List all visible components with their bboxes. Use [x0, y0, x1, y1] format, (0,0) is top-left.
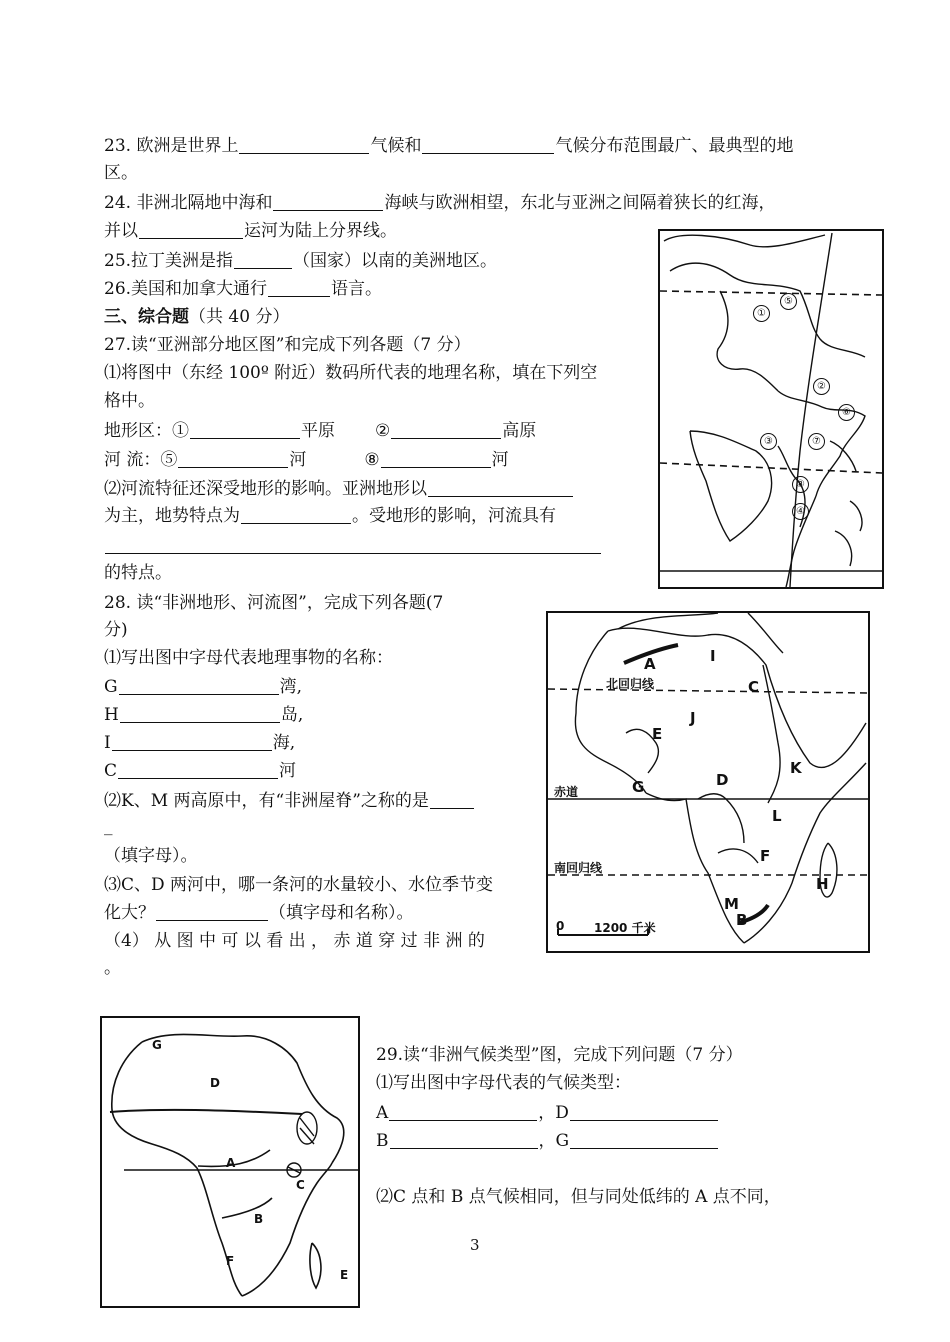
map28-label-h: H — [816, 875, 829, 893]
q27-p1b: 格中。 — [104, 391, 155, 411]
q23-line1: 23. 欧洲是世界上 气候和 气候分布范围最广、最典型的地 — [104, 136, 794, 156]
map28-label-l: L — [772, 807, 782, 825]
blank-q28-i[interactable] — [112, 734, 272, 751]
blank-q27-5[interactable] — [428, 480, 573, 497]
q28-h-row: H 岛, — [104, 705, 304, 725]
map29-label-c: C — [296, 1178, 305, 1192]
q28-p4a: （4） 从 图 中 可 以 看 出 ， 赤 道 穿 过 非 洲 的 — [104, 931, 485, 951]
blank-q27-3[interactable] — [178, 451, 288, 468]
map28-label-j: J — [690, 709, 696, 727]
blank-q29-a[interactable] — [389, 1104, 537, 1121]
q28-p1: ⑴写出图中字母代表地理事物的名称： — [104, 648, 393, 668]
map28-label-k: K — [790, 759, 802, 777]
map28-label-a: A — [644, 655, 656, 673]
q29-row1: A ，D — [376, 1102, 719, 1124]
map28-label-b: B — [736, 911, 748, 929]
asia-map — [658, 229, 884, 589]
map29-label-g: G — [152, 1038, 162, 1052]
map28-label-e: E — [652, 725, 663, 743]
map29-label-a: A — [226, 1156, 236, 1170]
map28-scale-zero: 0 — [556, 919, 565, 933]
q28-i-row: I 海, — [104, 733, 296, 753]
map27-num-2: ② — [813, 378, 830, 395]
map28-equator: 赤道 — [554, 785, 579, 799]
q27-title: 27.读“亚洲部分地区图”和完成下列各题（7 分） — [104, 335, 471, 355]
blank-q28-g[interactable] — [119, 678, 279, 695]
map29-label-e: E — [340, 1268, 349, 1282]
blank-q27-4[interactable] — [381, 451, 491, 468]
q28-title1: 28. 读“非洲地形、河流图”，完成下列各题(7 — [104, 593, 444, 613]
map28-label-m: M — [724, 895, 739, 913]
blank-q26[interactable] — [268, 280, 330, 297]
blank-q27-6[interactable] — [241, 507, 351, 524]
q28-g-row: G 湾, — [104, 677, 302, 697]
blank-q28-2[interactable] — [430, 792, 474, 809]
blank-q28-3[interactable] — [156, 904, 268, 921]
map27-num-3: ③ — [760, 433, 777, 450]
blank-q23-2[interactable] — [422, 137, 554, 154]
blank-q24-2[interactable] — [139, 222, 243, 239]
blank-q27-2[interactable] — [391, 422, 501, 439]
q28-p2b: _ — [104, 816, 113, 836]
blank-q27-1[interactable] — [190, 422, 300, 439]
q28-title2: 分) — [104, 620, 128, 640]
map29-label-d: D — [210, 1076, 220, 1090]
q24-line1: 24. 非洲北隔地中海和 海峡与欧洲相望，东北与亚洲之间隔着狭长的红海， — [104, 193, 776, 213]
q29-p1: ⑴写出图中字母代表的气候类型： — [376, 1073, 631, 1093]
blank-q29-g[interactable] — [570, 1132, 718, 1149]
blank-q24-1[interactable] — [273, 194, 383, 211]
blank-q29-d[interactable] — [570, 1104, 718, 1121]
map28-tropic-north: 北回归线 — [606, 677, 655, 691]
map28-scale-value: 1200 千米 — [594, 921, 656, 935]
q29-row2: B ，G — [376, 1130, 719, 1152]
q26-line: 26.美国和加拿大通行 语言。 — [104, 279, 383, 299]
q27-p2a: ⑵河流特征还深受地形的影响。亚洲地形以 — [104, 478, 574, 500]
map27-num-8: ⑧ — [792, 476, 809, 493]
q27-terrain-row: 地形区：① 平原 ② 高原 — [104, 421, 537, 441]
q28-p4b: 。 — [104, 958, 121, 978]
blank-q29-b[interactable] — [390, 1132, 538, 1149]
africa-terrain-drawing — [548, 613, 868, 951]
q29-title: 29.读“非洲气候类型”图，完成下列问题（7 分） — [376, 1045, 743, 1065]
q27-p2d: 的特点。 — [104, 563, 172, 583]
q24-line2: 并以 运河为陆上分界线。 — [104, 221, 397, 241]
map27-num-4: ④ — [792, 503, 809, 520]
blank-q28-h[interactable] — [120, 706, 280, 723]
q29-p2: ⑵C 点和 B 点气候相同，但与同处低纬的 A 点不同， — [376, 1187, 781, 1207]
map28-label-f: F — [760, 847, 771, 865]
map28-label-c: C — [748, 678, 760, 696]
map28-tropic-south: 南回归线 — [554, 861, 603, 875]
q28-p3b: 化大？ （填字母和名称）。 — [104, 903, 414, 923]
page-number: 3 — [470, 1236, 480, 1254]
map27-num-6: ⑥ — [838, 404, 855, 421]
q23-line2: 区。 — [104, 163, 138, 183]
blank-q25[interactable] — [234, 252, 292, 269]
q27-p1a: ⑴将图中（东经 100º 附近）数码所代表的地理名称，填在下列空 — [104, 363, 598, 383]
q27-river-row: 河 流：⑤ 河 ⑧ 河 — [104, 450, 509, 470]
blank-q27-7[interactable] — [105, 537, 601, 554]
africa-climate-map — [100, 1016, 360, 1308]
map27-num-7: ⑦ — [808, 433, 825, 450]
map29-label-b: B — [254, 1212, 264, 1226]
q28-p2a: ⑵K、M 两高原中，有“非洲屋脊”之称的是 — [104, 790, 475, 812]
section-3-heading: 三、综合题（共 40 分） — [104, 307, 290, 327]
map27-num-5: ⑤ — [780, 293, 797, 310]
blank-q23-1[interactable] — [239, 137, 369, 154]
africa-terrain-map — [546, 611, 870, 953]
map27-num-1: ① — [753, 305, 770, 322]
q28-c-row: C 河 — [104, 761, 297, 781]
map29-label-f: F — [226, 1254, 235, 1268]
map28-label-g: G — [632, 778, 645, 796]
q25-line: 25.拉丁美洲是指 （国家）以南的美洲地区。 — [104, 251, 498, 271]
map28-label-i: I — [710, 647, 716, 665]
blank-q28-c[interactable] — [118, 762, 278, 779]
q27-p2b: 为主，地势特点为 。受地形的影响，河流具有 — [104, 506, 556, 526]
q27-p2c-line — [104, 535, 602, 557]
map28-label-d: D — [716, 771, 729, 789]
q28-p3a: ⑶C、D 两河中，哪一条河的水量较小、水位季节变 — [104, 875, 494, 895]
q28-p2c: （填字母）。 — [104, 846, 198, 866]
